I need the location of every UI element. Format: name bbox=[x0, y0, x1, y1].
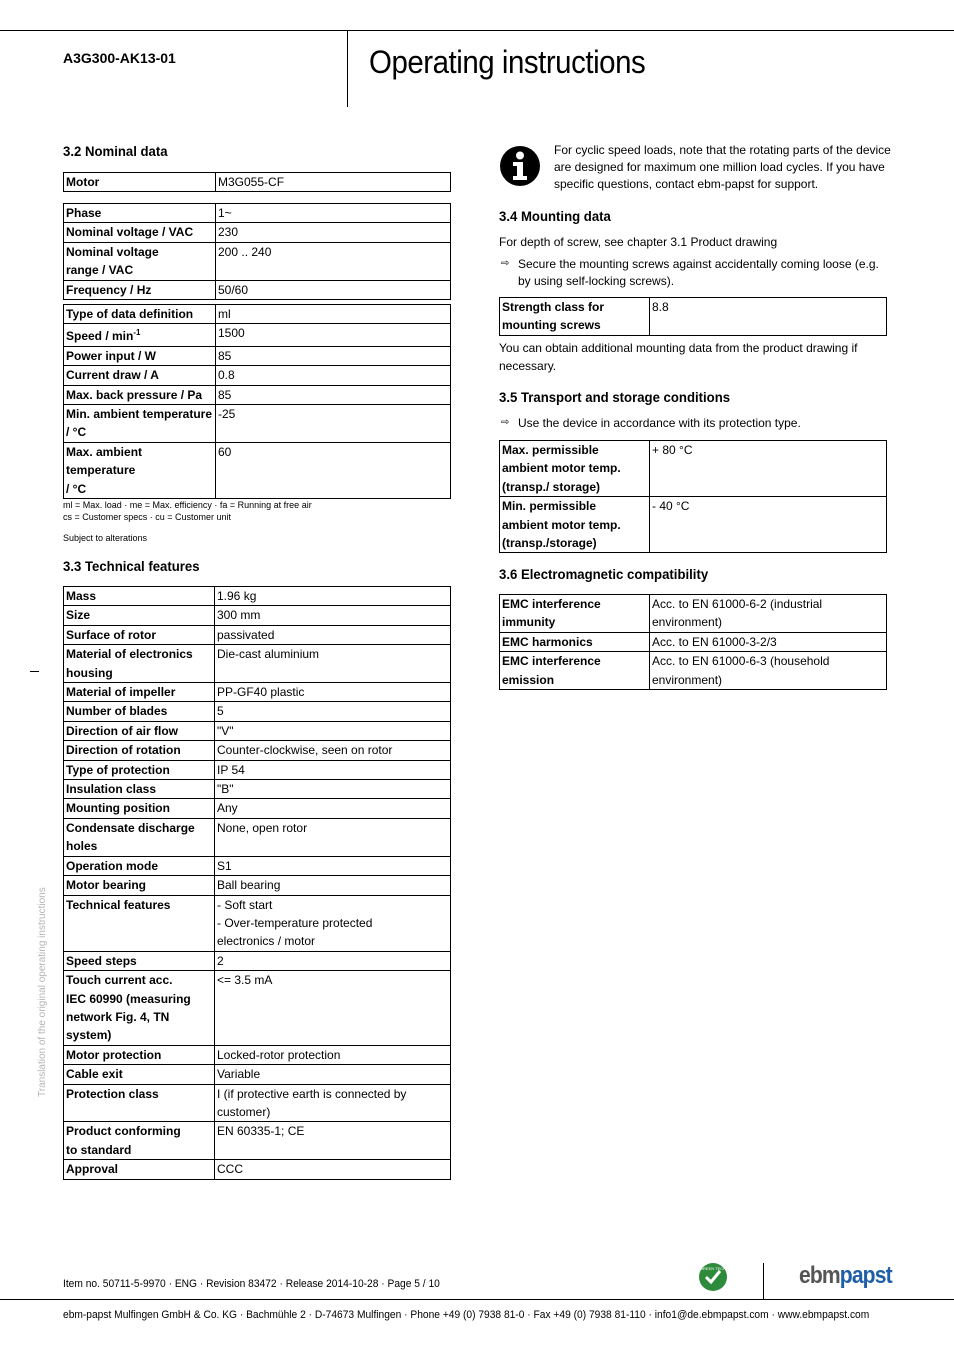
row-value: 1.96 kg bbox=[215, 587, 451, 606]
table-row bbox=[64, 242, 451, 280]
row-label-superscript: -1 bbox=[133, 328, 141, 338]
row-label bbox=[64, 625, 215, 644]
row-label bbox=[500, 652, 650, 690]
table-row bbox=[64, 625, 451, 644]
row-value: Acc. to EN 61000-6-2 (industrial environment) bbox=[650, 595, 887, 633]
transport-storage-heading: 3.5 Transport and storage conditions bbox=[499, 389, 731, 405]
document-id: A3G300-AK13-01 bbox=[63, 50, 176, 66]
row-label bbox=[64, 405, 216, 443]
row-label bbox=[64, 683, 215, 702]
row-label-text: Number of blades bbox=[66, 704, 168, 719]
row-value: S1 bbox=[215, 856, 451, 875]
row-label bbox=[64, 346, 216, 365]
row-value: - Soft start - Over-temperature protected electronics / motor bbox=[215, 895, 451, 951]
row-value: 230 bbox=[216, 223, 451, 242]
transport-bullet-text: Use the device in accordance with its protection type. bbox=[518, 416, 801, 430]
row-value: Locked-rotor protection bbox=[215, 1045, 451, 1064]
row-label bbox=[500, 595, 650, 633]
table-row bbox=[64, 702, 451, 721]
row-label-text: Material of electronics housing bbox=[66, 647, 193, 680]
row-label bbox=[64, 1160, 215, 1179]
nominal-electrical-table bbox=[63, 203, 451, 300]
row-label-text: Max. ambient temperature / °C bbox=[66, 444, 143, 496]
table-row bbox=[64, 799, 451, 818]
row-value: 60 bbox=[216, 442, 451, 498]
footer-company-info: ebm-papst Mulfingen GmbH & Co. KG · Bachmühle 2 · D-74673 Mulfingen · Phone +49 (0) 7938 81-0 · Fax +49 (0) 7938 81-110 · info1@de.ebmpapst.com · www.ebmpapst.com bbox=[63, 1309, 870, 1321]
row-label bbox=[64, 280, 216, 299]
row-value: Acc. to EN 61000-6-3 (household environment) bbox=[650, 652, 887, 690]
row-label-text: Direction of air flow bbox=[66, 723, 179, 738]
row-label bbox=[64, 1045, 215, 1064]
row-label-text: Motor protection bbox=[66, 1047, 162, 1062]
table-row bbox=[64, 305, 451, 324]
row-label bbox=[64, 876, 215, 895]
row-label-text: Operation mode bbox=[66, 858, 159, 873]
row-label bbox=[64, 645, 215, 683]
row-label bbox=[64, 780, 215, 799]
ebmpapst-logo: ebmpapst bbox=[799, 1262, 892, 1289]
row-label bbox=[500, 497, 650, 553]
row-value: Variable bbox=[215, 1065, 451, 1084]
row-label-text: Frequency / Hz bbox=[66, 282, 152, 297]
footer-rule bbox=[0, 1299, 954, 1300]
table-row bbox=[64, 760, 451, 779]
row-label-text: Min. permissible ambient motor temp. (transp./storage) bbox=[502, 499, 621, 551]
row-value: 85 bbox=[216, 385, 451, 404]
row-label-text: Cable exit bbox=[66, 1067, 123, 1082]
row-label bbox=[500, 632, 650, 651]
row-label bbox=[500, 441, 650, 497]
row-label-text: Current draw / A bbox=[66, 368, 159, 383]
row-label-text: Max. back pressure / Pa bbox=[66, 387, 203, 402]
mounting-bullet-line-1: Secure the mounting screws against accidentally coming loose (e.g. bbox=[518, 257, 879, 271]
table-row bbox=[64, 204, 451, 223]
row-label-text: Min. ambient temperature / °C bbox=[66, 407, 213, 440]
row-label bbox=[64, 818, 215, 856]
row-value: Ball bearing bbox=[215, 876, 451, 895]
row-value: Any bbox=[215, 799, 451, 818]
arrow-bullet-icon: ⇨ bbox=[501, 258, 510, 269]
row-label bbox=[64, 587, 215, 606]
info-icon bbox=[499, 145, 541, 187]
table-row bbox=[500, 595, 887, 633]
table-row bbox=[64, 895, 451, 951]
transport-storage-table bbox=[499, 440, 887, 553]
data-definition-legend-2: cs = Customer specs · cu = Customer unit bbox=[63, 512, 232, 522]
row-value: -25 bbox=[216, 405, 451, 443]
table-row bbox=[64, 385, 451, 404]
row-label-text: EMC interference immunity bbox=[502, 597, 601, 630]
row-label-text: Nominal voltage range / VAC bbox=[66, 244, 159, 278]
row-label-text: Nominal voltage / VAC bbox=[66, 225, 194, 240]
row-value: - 40 °C bbox=[650, 497, 887, 553]
arrow-bullet-icon: ⇨ bbox=[501, 417, 510, 428]
table-row bbox=[64, 780, 451, 799]
row-value: 1500 bbox=[216, 324, 451, 346]
row-label bbox=[64, 385, 216, 404]
row-value: 2 bbox=[215, 951, 451, 970]
table-row bbox=[64, 606, 451, 625]
header-rule bbox=[0, 30, 954, 31]
row-label bbox=[64, 971, 215, 1046]
row-label-text: Material of impeller bbox=[66, 685, 176, 700]
table-row bbox=[64, 1122, 451, 1160]
table-row bbox=[64, 856, 451, 875]
footer-item-info: Item no. 50711-5-9970 · ENG · Revision 83472 · Release 2014-10-28 · Page 5 / 10 bbox=[63, 1278, 440, 1290]
row-value: 5 bbox=[215, 702, 451, 721]
row-label-text: Condensate discharge holes bbox=[66, 820, 195, 854]
table-row bbox=[500, 441, 887, 497]
row-value: 50/60 bbox=[216, 280, 451, 299]
subject-to-alterations-note: Subject to alterations bbox=[63, 533, 148, 543]
table-row bbox=[500, 298, 887, 336]
info-note-line-1: For cyclic speed loads, note that the rotating parts of the device bbox=[554, 143, 891, 157]
row-label bbox=[64, 799, 215, 818]
row-label bbox=[64, 1084, 215, 1122]
table-row bbox=[64, 223, 451, 242]
table-row bbox=[64, 876, 451, 895]
row-value: Acc. to EN 61000-3-2/3 bbox=[650, 632, 887, 651]
table-row bbox=[64, 280, 451, 299]
row-label bbox=[64, 856, 215, 875]
side-translation-note: Translation of the original operating instructions bbox=[37, 887, 48, 1097]
table-row bbox=[500, 497, 887, 553]
row-value: 0.8 bbox=[216, 366, 451, 385]
row-label bbox=[64, 324, 216, 346]
data-definition-legend-1: ml = Max. load · me = Max. efficiency · fa = Running at free air bbox=[63, 500, 312, 510]
table-row bbox=[64, 971, 451, 1046]
mounting-after-line-2: necessary. bbox=[499, 359, 557, 373]
info-note-line-2: are designed for maximum one million load cycles. If you have bbox=[554, 160, 885, 174]
table-row bbox=[64, 1160, 451, 1179]
row-value: ml bbox=[216, 305, 451, 324]
table-row bbox=[64, 346, 451, 365]
row-label bbox=[64, 951, 215, 970]
row-label bbox=[64, 366, 216, 385]
table-row bbox=[64, 1045, 451, 1064]
nominal-data-heading: 3.2 Nominal data bbox=[63, 143, 168, 159]
row-label-text: Motor bearing bbox=[66, 878, 146, 893]
row-value: 1~ bbox=[216, 204, 451, 223]
row-value: "B" bbox=[215, 780, 451, 799]
nominal-operating-table bbox=[63, 304, 451, 499]
row-label-text: Speed / min bbox=[66, 329, 134, 344]
row-label bbox=[64, 895, 215, 951]
row-label-text: Technical features bbox=[66, 897, 171, 912]
table-row bbox=[64, 645, 451, 683]
row-value: Counter-clockwise, seen on rotor bbox=[215, 741, 451, 760]
row-label bbox=[64, 702, 215, 721]
row-label bbox=[64, 741, 215, 760]
row-value: None, open rotor bbox=[215, 818, 451, 856]
row-label bbox=[500, 298, 650, 336]
row-value: <= 3.5 mA bbox=[215, 971, 451, 1046]
row-label-text: Motor bbox=[66, 175, 100, 189]
emc-heading: 3.6 Electromagnetic compatibility bbox=[499, 566, 709, 582]
row-value: IP 54 bbox=[215, 760, 451, 779]
row-label bbox=[64, 305, 216, 324]
table-row bbox=[64, 587, 451, 606]
row-label-text: Approval bbox=[66, 1162, 119, 1177]
row-label bbox=[64, 242, 216, 280]
table-row bbox=[500, 652, 887, 690]
info-note-line-3: specific questions, contact ebm-papst for support. bbox=[554, 177, 819, 191]
technical-features-table bbox=[63, 586, 451, 1180]
row-value: PP-GF40 plastic bbox=[215, 683, 451, 702]
row-label-text: Direction of rotation bbox=[66, 743, 181, 758]
row-label bbox=[64, 223, 216, 242]
row-value: Die-cast aluminium bbox=[215, 645, 451, 683]
row-value: M3G055-CF bbox=[216, 173, 451, 192]
row-label-text: Speed steps bbox=[66, 953, 137, 968]
table-row bbox=[64, 1084, 451, 1122]
fold-mark bbox=[30, 671, 39, 672]
table-row bbox=[64, 405, 451, 443]
row-label-text: Strength class for mounting screws bbox=[502, 300, 605, 333]
header-divider bbox=[347, 30, 348, 107]
row-label-text: EMC harmonics bbox=[502, 634, 593, 649]
row-value: I (if protective earth is connected by customer) bbox=[215, 1084, 451, 1122]
row-value: passivated bbox=[215, 625, 451, 644]
table-row bbox=[64, 721, 451, 740]
mounting-bullet-line-2: by using self-locking screws). bbox=[518, 274, 675, 288]
row-value: CCC bbox=[215, 1160, 451, 1179]
table-row bbox=[64, 442, 451, 498]
mounting-table bbox=[499, 297, 887, 336]
row-label-text: Max. permissible ambient motor temp. (transp./ storage) bbox=[502, 443, 621, 494]
row-label-text: Product conforming to standard bbox=[66, 1124, 181, 1157]
table-row bbox=[64, 818, 451, 856]
row-label bbox=[64, 204, 216, 223]
row-label-text: Insulation class bbox=[66, 782, 157, 797]
row-value: 8.8 bbox=[650, 298, 887, 336]
row-label bbox=[64, 442, 216, 498]
svg-text:GREEN TECH: GREEN TECH bbox=[699, 1266, 727, 1271]
table-row bbox=[64, 683, 451, 702]
row-label-text: Protection class bbox=[66, 1086, 159, 1101]
row-label-text: Type of protection bbox=[66, 762, 170, 777]
row-value: 85 bbox=[216, 346, 451, 365]
row-label bbox=[64, 1122, 215, 1160]
table-row bbox=[64, 173, 451, 192]
mounting-after-line-1: You can obtain additional mounting data from the product drawing if bbox=[499, 341, 858, 355]
mounting-intro-text: For depth of screw, see chapter 3.1 Product drawing bbox=[499, 235, 778, 249]
row-value: + 80 °C bbox=[650, 441, 887, 497]
table-row bbox=[64, 951, 451, 970]
emc-table bbox=[499, 594, 887, 690]
table-row bbox=[64, 324, 451, 346]
row-label-text: Mounting position bbox=[66, 801, 170, 816]
table-row bbox=[64, 741, 451, 760]
row-label bbox=[64, 721, 215, 740]
row-label bbox=[64, 173, 216, 192]
row-value: "V" bbox=[215, 721, 451, 740]
row-label-text: Type of data definition bbox=[66, 307, 194, 321]
table-row bbox=[500, 632, 887, 651]
nominal-motor-table bbox=[63, 172, 451, 192]
row-label-text: Mass bbox=[66, 589, 97, 603]
row-label-text: Size bbox=[66, 608, 91, 623]
row-label bbox=[64, 1065, 215, 1084]
green-tech-badge-icon bbox=[698, 1262, 728, 1292]
row-label bbox=[64, 606, 215, 625]
table-row bbox=[64, 1065, 451, 1084]
mounting-data-heading: 3.4 Mounting data bbox=[499, 208, 611, 224]
table-row bbox=[64, 366, 451, 385]
page-title: Operating instructions bbox=[369, 44, 646, 80]
row-label-text: Phase bbox=[66, 206, 102, 220]
row-value: 200 .. 240 bbox=[216, 242, 451, 280]
row-label-text: Surface of rotor bbox=[66, 627, 157, 642]
row-label-text: Power input / W bbox=[66, 348, 156, 363]
row-value: 300 mm bbox=[215, 606, 451, 625]
technical-features-heading: 3.3 Technical features bbox=[63, 558, 200, 574]
row-value: EN 60335-1; CE bbox=[215, 1122, 451, 1160]
row-label-text: Touch current acc. IEC 60990 (measuring network Fig. 4, TN system) bbox=[66, 973, 191, 1043]
row-label bbox=[64, 760, 215, 779]
row-label-text: EMC interference emission bbox=[502, 654, 601, 687]
footer-logo-divider bbox=[763, 1263, 764, 1299]
